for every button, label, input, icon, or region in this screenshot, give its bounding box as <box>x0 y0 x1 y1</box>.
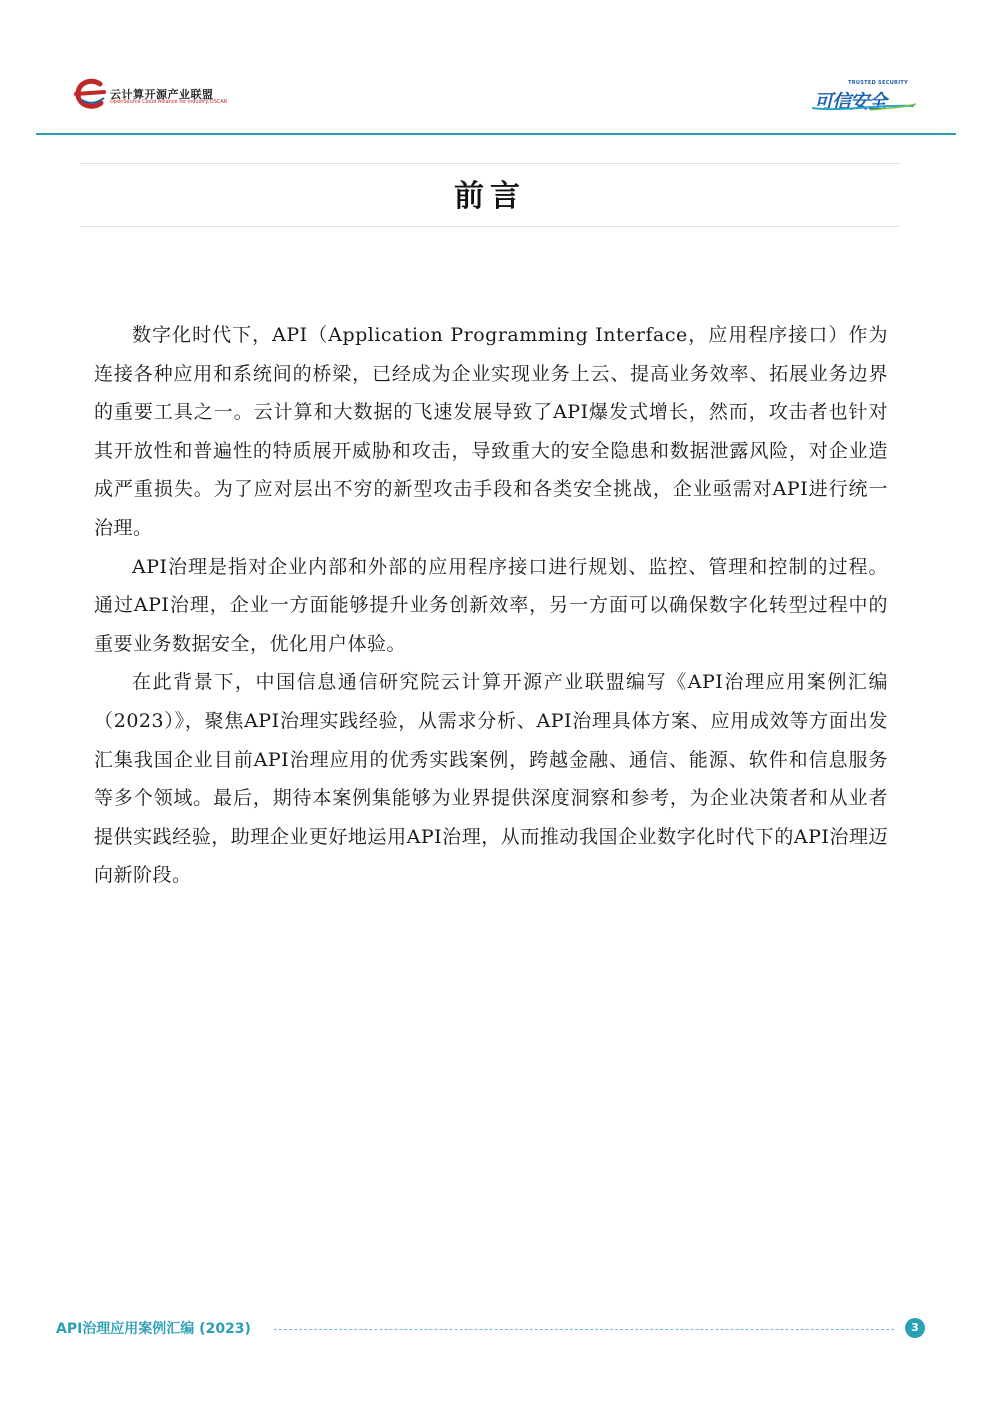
trusted-security-logo-icon <box>810 102 918 112</box>
trusted-security-logo <box>810 76 922 112</box>
page-title: 前言 <box>454 179 526 214</box>
trusted-security-name-cn: 可信安全 <box>814 91 887 113</box>
trusted-security-name-en: TRUSTED SECURITY <box>848 80 908 86</box>
paragraph: 在此背景下，中国信息通信研究院云计算开源产业联盟编写《API治理应用案例汇编（2023）》，聚焦API治理实践经验，从需求分析、API治理具体方案、应用成效等方面出发汇集我国企业目前API治理应用的优秀实践案例，跨越金融、通信、能源、软件和信息服务等多个领域。最后，期待本案例集能够为业界提供深度洞察和参考，为企业决策者和从业者提供实践经验，助理企业更好地运用API治理，从而推动我国企业数字化时代下的API治理迈向新阶段。 <box>94 671 888 887</box>
oscar-logo <box>74 78 244 112</box>
header-divider <box>36 133 956 135</box>
page-number-badge: 3 <box>905 1318 925 1338</box>
oscar-name-cn: 云计算开源产业联盟 <box>110 88 214 101</box>
footer-dashed-rule <box>274 1329 894 1330</box>
title-top-rule <box>80 163 900 164</box>
footer-doc-title: API治理应用案例汇编 (2023) <box>56 1321 251 1337</box>
title-block <box>80 163 900 227</box>
page-footer <box>0 1310 992 1346</box>
paragraph: 数字化时代下，API（Application Programming Interface，应用程序接口）作为连接各种应用和系统间的桥梁，已经成为企业实现业务上云、提高业务效率、拓展业务边界的重要工具之一。云计算和大数据的飞速发展导致了API爆发式增长，然而，攻击者也针对其开放性和普遍性的特质展开威胁和攻击，导致重大的安全隐患和数据泄露风险，对企业造成严重损失。为了应对层出不穷的新型攻击手段和各类安全挑战，企业亟需对API进行统一治理。 <box>94 324 888 539</box>
oscar-name-en: OpenSource Cloud Alliance for industry,OSCAR <box>110 99 228 105</box>
body-text <box>94 316 888 895</box>
title-bottom-rule <box>80 226 900 227</box>
paragraph: API治理是指对企业内部和外部的应用程序接口进行规划、监控、管理和控制的过程。通过API治理，企业一方面能够提升业务创新效率，另一方面可以确保数字化转型过程中的重要业务数据安全，优化用户体验。 <box>94 555 888 655</box>
oscar-e-logo-icon <box>74 78 108 110</box>
page-header <box>0 0 992 136</box>
